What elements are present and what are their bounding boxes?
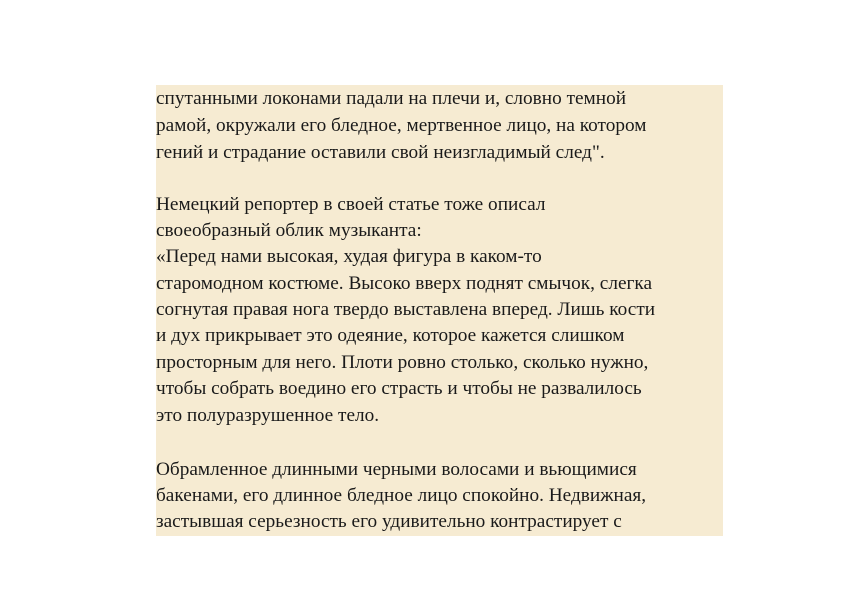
text-line: это полуразрушенное тело. xyxy=(156,405,380,426)
text-line: Обрамленное длинными черными волосами и вьющимися xyxy=(156,459,637,480)
text-block xyxy=(156,85,723,536)
text-line: и дух прикрывает это одеяние, которое кажется слишком xyxy=(156,325,625,346)
text-line: Немецкий репортер в своей статье тоже описал xyxy=(156,194,546,215)
text-line: чтобы собрать воедино его страсть и чтобы не развалилось xyxy=(156,378,642,399)
text-line: своеобразный облик музыканта: xyxy=(156,220,422,241)
text-line: застывшая серьезность его удивительно контрастирует с xyxy=(156,511,622,532)
text-line: гений и страдание оставили свой неизгладимый след". xyxy=(156,142,605,163)
text-line: просторным для него. Плоти ровно столько, сколько нужно, xyxy=(156,352,649,373)
text-line: бакенами, его длинное бледное лицо спокойно. Недвижная, xyxy=(156,485,647,506)
text-line: рамой, окружали его бледное, мертвенное лицо, на котором xyxy=(156,115,647,136)
text-line: старомодном костюме. Высоко вверх поднят смычок, слегка xyxy=(156,273,653,294)
text-line: «Перед нами высокая, худая фигура в каком-то xyxy=(156,246,542,267)
text-line: согнутая правая нога твердо выставлена вперед. Лишь кости xyxy=(156,299,656,320)
text-line: спутанными локонами падали на плечи и, словно темной xyxy=(156,88,627,109)
